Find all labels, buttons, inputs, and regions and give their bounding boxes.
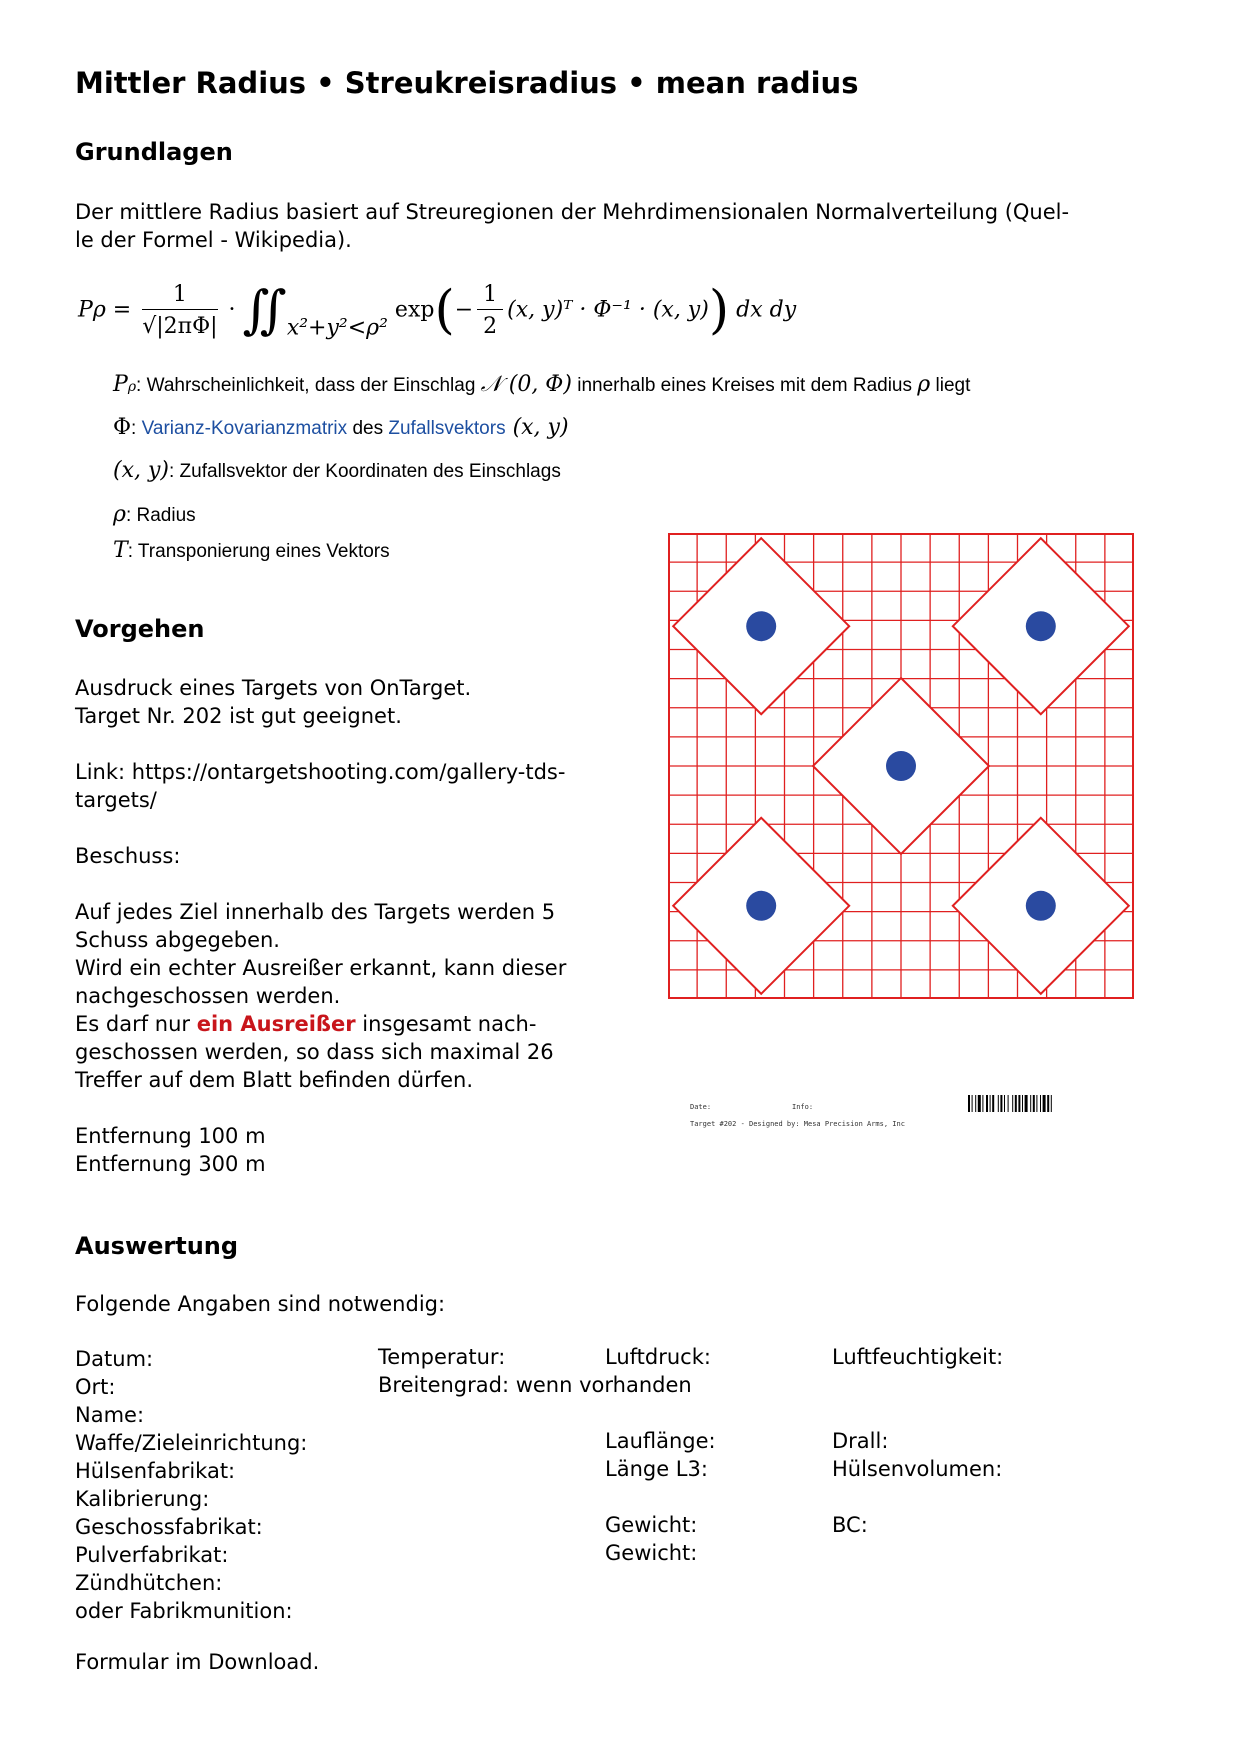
footer-note: Formular im Download. [75,1650,320,1674]
legend-probability: Pρ: Wahrscheinlichkeit, dass der Einschlag 𝒩 (0, Φ) innerhalb eines Kreises mit dem Radius ρ liegt [113,372,971,397]
form-label-luftdruck: Luftdruck: [605,1345,711,1369]
vorgehen-line: nachgeschossen werden. [75,984,341,1008]
highlight-outlier: ein Ausreißer [196,1012,356,1036]
form-label: oder Fabrikmunition: [75,1599,293,1623]
heading-vorgehen: Vorgehen [75,615,205,643]
form-label: Ort: [75,1375,116,1399]
form-label: Hülsenfabrikat: [75,1459,236,1483]
barcode-bar [978,1095,981,1112]
target-202-image [668,533,1134,999]
intro-line-2: le der Formel - Wikipedia). [75,228,352,252]
barcode-bar [998,1095,999,1112]
barcode-bar [1025,1095,1028,1112]
form-label-drall: Drall: [832,1429,889,1453]
barcode-bar [1018,1095,1020,1112]
barcode-bar [1004,1095,1005,1112]
vorgehen-line: Target Nr. 202 ist gut geeignet. [75,704,402,728]
rule-line-3: Treffer auf dem Blatt befinden dürfen. [75,1068,474,1092]
barcode-bar [975,1095,976,1112]
barcode-bar [1012,1095,1013,1112]
barcode-bar [982,1095,983,1112]
aiming-dot [886,751,916,781]
vorgehen-line: Schuss abgegeben. [75,928,280,952]
aiming-dot [1026,891,1056,921]
distance-100: Entfernung 100 m [75,1124,266,1148]
barcode-icon [968,1095,1098,1112]
form-label-gewicht-pulver: Gewicht: [605,1541,698,1565]
probability-formula: Pρ = $\frac{1}{√|2\pi\Phi|}$ · ∬x²+y²<ρ² exp(− $\frac{1}{2}$ (x, y)ᵀ · Φ⁻¹ · (x, y)) dx dy [78,280,797,341]
barcode-bar [992,1095,994,1112]
aiming-dot [1026,611,1056,641]
distance-300: Entfernung 300 m [75,1152,266,1176]
link-varianz-kovarianzmatrix[interactable]: Varianz-Kovarianzmatrix [141,418,348,439]
form-label: Pulverfabrikat: [75,1543,229,1567]
link-ontarget-gallery-cont[interactable]: targets/ [75,788,157,812]
form-label: Zündhütchen: [75,1571,223,1595]
aiming-dot [746,611,776,641]
target-date-label: Date: [690,1103,712,1111]
form-label-breitengrad: Breitengrad: wenn vorhanden [378,1373,692,1397]
form-label-huelsenvolumen: Hülsenvolumen: [832,1457,1003,1481]
target-info-label: Info: [792,1103,814,1111]
barcode-bar [1036,1095,1037,1112]
barcode-bar [1030,1095,1031,1112]
form-label: Waffe/Zieleinrichtung: [75,1431,308,1455]
page-title: Mittler Radius • Streukreisradius • mean radius [75,66,859,100]
barcode-bar [1000,1095,1002,1112]
rule-line-2: geschossen werden, so dass sich maximal 26 [75,1040,554,1064]
rule-line: Es darf nur ein Ausreißer insgesamt nach- [75,1012,537,1036]
barcode-bar [972,1095,973,1112]
form-label-temperatur: Temperatur: [378,1345,506,1369]
form-label-gewicht-geschoss: Gewicht: [605,1513,698,1537]
vorgehen-line: Auf jedes Ziel innerhalb des Targets werden 5 [75,900,556,924]
form-label: Datum: [75,1347,154,1371]
link-zufallsvektors[interactable]: Zufallsvektors [388,418,506,439]
barcode-bar [1043,1095,1046,1112]
form-label-laenge-l3: Länge L3: [605,1457,708,1481]
form-label: Kalibrierung: [75,1487,210,1511]
form-label: Geschossfabrikat: [75,1515,263,1539]
vorgehen-line: Beschuss: [75,844,181,868]
barcode-bar [1008,1095,1009,1112]
link-ontarget-gallery[interactable]: Link: https://ontargetshooting.com/gallery-tds- [75,760,566,784]
heading-grundlagen: Grundlagen [75,138,233,166]
barcode-bar [968,1095,970,1112]
legend-random-vector: (x, y): Zufallsvektor der Koordinaten des Einschlags [113,458,561,483]
aiming-dot [746,891,776,921]
form-label-lauflaenge: Lauflänge: [605,1429,716,1453]
legend-radius: ρ: Radius [113,502,196,527]
barcode-bar [1033,1095,1035,1112]
intro-line-1: Der mittlere Radius basiert auf Streuregionen der Mehrdimensionalen Normalverteilung (Quel- [75,200,1070,224]
heading-auswertung: Auswertung [75,1232,239,1260]
barcode-bar [1022,1095,1023,1112]
form-column-1 [75,1345,307,1625]
auswertung-intro: Folgende Angaben sind notwendig: [75,1292,446,1316]
barcode-bar [986,1095,988,1112]
barcode-bar [1047,1095,1049,1112]
form-label-luftfeuchtigkeit: Luftfeuchtigkeit: [832,1345,1004,1369]
barcode-bar [1015,1095,1017,1112]
form-label-bc: BC: [832,1513,868,1537]
legend-covariance: Φ: Varianz-Kovarianzmatrix des Zufallsvektors (x, y) [113,415,569,440]
vorgehen-line: Ausdruck eines Targets von OnTarget. [75,676,472,700]
barcode-bar [990,1095,991,1112]
barcode-bar [1040,1095,1041,1112]
form-label: Name: [75,1403,145,1427]
barcode-bar [1051,1095,1052,1112]
vorgehen-line: Wird ein echter Ausreißer erkannt, kann dieser [75,956,567,980]
target-credit: Target #202 - Designed by: Mesa Precision Arms, Inc [690,1120,905,1128]
legend-transpose: T: Transponierung eines Vektors [113,538,390,563]
